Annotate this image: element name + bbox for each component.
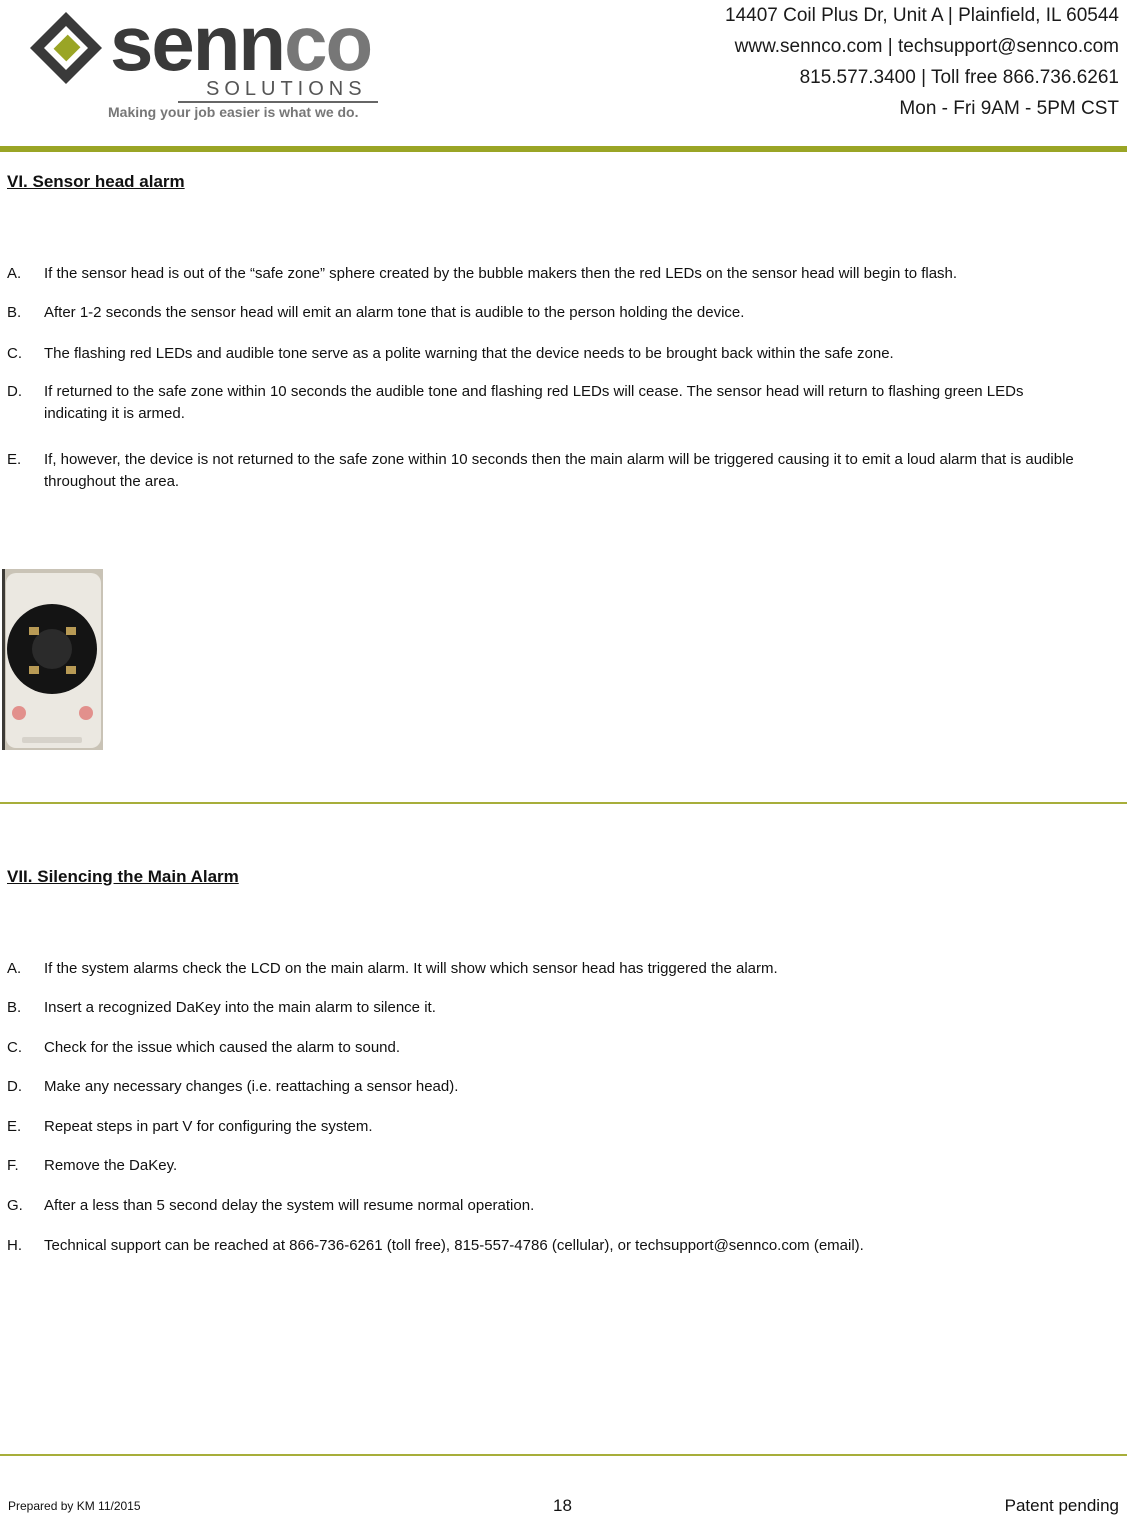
section-divider bbox=[0, 802, 1127, 804]
diamond-logo-icon bbox=[28, 10, 108, 86]
list-item-letter: B. bbox=[7, 999, 22, 1016]
page-number: 18 bbox=[553, 1496, 572, 1515]
list-item-text: If, however, the device is not returned to the safe zone within 10 seconds then the main alarm will be triggered causing it to emit a loud alarm that is audible throughout the area. bbox=[44, 451, 1074, 490]
contact-web-email[interactable]: www.sennco.com | techsupport@sennco.com bbox=[734, 36, 1119, 57]
contact-phones: 815.577.3400 | Toll free 866.736.6261 bbox=[799, 67, 1119, 88]
list-item-text: Remove the DaKey. bbox=[44, 1157, 178, 1174]
list-item-text: Repeat steps in part V for configuring the system. bbox=[44, 1118, 373, 1135]
footer-patent: Patent pending bbox=[1004, 1496, 1119, 1515]
logo-subtitle: SOLUTIONS bbox=[206, 78, 367, 100]
list-item-letter: A. bbox=[7, 960, 22, 977]
sensor-head-photo bbox=[2, 569, 103, 750]
list-item-letter: E. bbox=[7, 1118, 22, 1135]
list-item-letter: C. bbox=[7, 1039, 22, 1056]
list-item-text: Insert a recognized DaKey into the main alarm to silence it. bbox=[44, 999, 436, 1016]
list-item-text: Technical support can be reached at 866-736-6261 (toll free), 815-557-4786 (cellular), or techsupport@sennco.com (email). bbox=[44, 1237, 864, 1254]
list-item-text: Make any necessary changes (i.e. reattaching a sensor head). bbox=[44, 1078, 459, 1095]
list-item-text: After 1-2 seconds the sensor head will emit an alarm tone that is audible to the person holding the device. bbox=[44, 304, 745, 321]
logo-underline bbox=[178, 101, 378, 103]
sennco-logo bbox=[28, 0, 388, 126]
list-item-letter: H. bbox=[7, 1237, 22, 1254]
list-item-letter: D. bbox=[7, 383, 22, 400]
list-item-letter: E. bbox=[7, 451, 22, 468]
list-item-text: After a less than 5 second delay the system will resume normal operation. bbox=[44, 1197, 535, 1214]
logo-tagline: Making your job easier is what we do. bbox=[108, 104, 359, 120]
list-item-text: If the system alarms check the LCD on the main alarm. It will show which sensor head has triggered the alarm. bbox=[44, 960, 778, 977]
list-item-text: Check for the issue which caused the alarm to sound. bbox=[44, 1039, 401, 1056]
list-item-letter: B. bbox=[7, 304, 22, 321]
list-item-letter: C. bbox=[7, 345, 22, 362]
list-item-letter: A. bbox=[7, 265, 22, 282]
logo-wordmark: sennco bbox=[110, 0, 372, 87]
contact-address: 14407 Coil Plus Dr, Unit A | Plainfield, IL 60544 bbox=[725, 5, 1119, 26]
list-item-letter: G. bbox=[7, 1197, 23, 1214]
list-item-letter: F. bbox=[7, 1157, 19, 1174]
contact-block bbox=[725, 0, 1119, 124]
list-item-text: If the sensor head is out of the “safe zone” sphere created by the bubble makers then the red LEDs on the sensor head will begin to flash. bbox=[44, 265, 958, 282]
footer-divider bbox=[0, 1454, 1127, 1456]
list-item-letter: D. bbox=[7, 1078, 22, 1095]
header-divider bbox=[0, 146, 1127, 152]
section-6-title: VI. Sensor head alarm bbox=[7, 172, 185, 191]
footer-prepared-by: Prepared by KM 11/2015 bbox=[8, 1499, 141, 1513]
section-7-title: VII. Silencing the Main Alarm bbox=[7, 867, 239, 886]
contact-hours: Mon - Fri 9AM - 5PM CST bbox=[899, 98, 1119, 119]
list-item-text: If returned to the safe zone within 10 seconds the audible tone and flashing red LEDs will cease. The sensor head will return to flashing green LEDs indicating it is armed. bbox=[44, 383, 1024, 422]
list-item-text: The flashing red LEDs and audible tone serve as a polite warning that the device needs to be brought back within the safe zone. bbox=[44, 345, 894, 362]
